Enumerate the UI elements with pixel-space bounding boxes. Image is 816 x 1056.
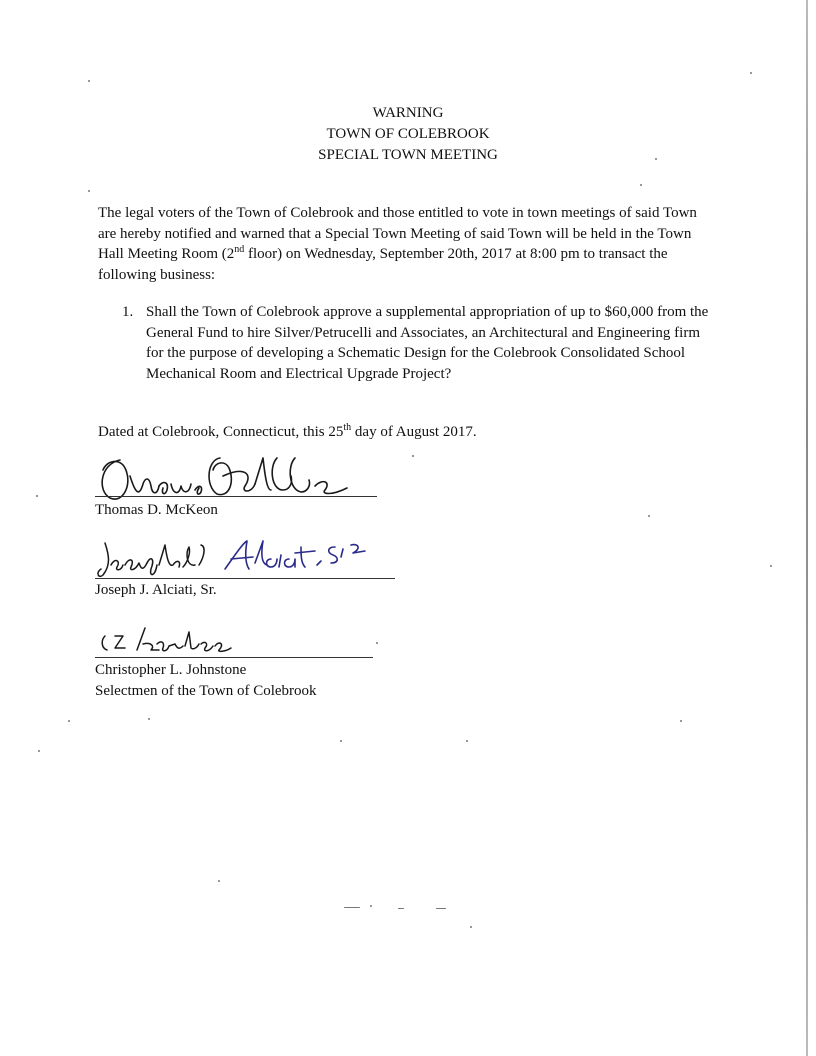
scan-speck xyxy=(680,720,682,722)
signature-line-johnstone xyxy=(95,657,373,658)
scan-speck xyxy=(88,190,90,192)
scan-speck xyxy=(36,495,38,497)
scan-speck xyxy=(218,880,220,882)
scan-speck xyxy=(648,515,650,517)
scan-speck xyxy=(655,158,657,160)
dated-text-b: day of August 2017. xyxy=(351,424,477,440)
scan-speck xyxy=(148,718,150,720)
scan-speck xyxy=(340,740,342,742)
scan-speck xyxy=(436,908,446,909)
scan-speck xyxy=(344,907,360,908)
agenda-item-number: 1. xyxy=(122,304,134,320)
scan-speck xyxy=(470,926,472,928)
scan-speck xyxy=(370,905,372,907)
signature-line-alciati xyxy=(95,578,395,579)
header-town: TOWN OF COLEBROOK xyxy=(326,126,490,142)
scan-speck xyxy=(466,740,468,742)
agenda-item-text: Shall the Town of Colebrook approve a supplemental appropriation of up to $60,000 from the General Fund to hire Silver/Petrucelli and Associates, an Architectural and Engineering firm for the purpose of developing a Schematic Design for the Colebrook Consolidated School Mechanical Room and Electrical Upgrade Project? xyxy=(146,304,709,382)
header-warning: WARNING xyxy=(372,105,444,121)
intro-text-b: floor) on Wednesday, September 20th, 2017 at 8:00 pm to transact the following business: xyxy=(98,246,668,283)
document-header xyxy=(0,103,816,166)
signatory-name-johnstone: Christopher L. Johnstone xyxy=(95,662,247,678)
signature-johnstone xyxy=(95,624,265,660)
scan-speck xyxy=(770,565,772,567)
header-meeting: SPECIAL TOWN MEETING xyxy=(318,147,498,163)
selectmen-caption: Selectmen of the Town of Colebrook xyxy=(95,683,317,699)
dated-text-a: Dated at Colebrook, Connecticut, this 25 xyxy=(98,424,344,440)
intro-paragraph xyxy=(98,203,718,285)
dated-line xyxy=(98,422,718,443)
scan-speck xyxy=(376,642,378,644)
scan-speck xyxy=(68,720,70,722)
scan-speck xyxy=(88,80,90,82)
signature-line-mckeon xyxy=(95,496,377,497)
scan-speck xyxy=(398,908,404,909)
signatory-name-alciati: Joseph J. Alciati, Sr. xyxy=(95,582,217,598)
scan-speck xyxy=(750,72,752,74)
signatory-name-mckeon: Thomas D. McKeon xyxy=(95,502,218,518)
intro-text-a: The legal voters of the Town of Colebrook and those entitled to vote in town meetings of said Town are hereby notified and warned that a Special Town Meeting of said Town will be held in the Town Hall Meeting Room (2 xyxy=(98,205,697,262)
scan-speck xyxy=(412,455,414,457)
scan-speck xyxy=(640,184,642,186)
intro-superscript: nd xyxy=(234,244,245,255)
scan-speck xyxy=(38,750,40,752)
dated-superscript: th xyxy=(343,422,352,433)
